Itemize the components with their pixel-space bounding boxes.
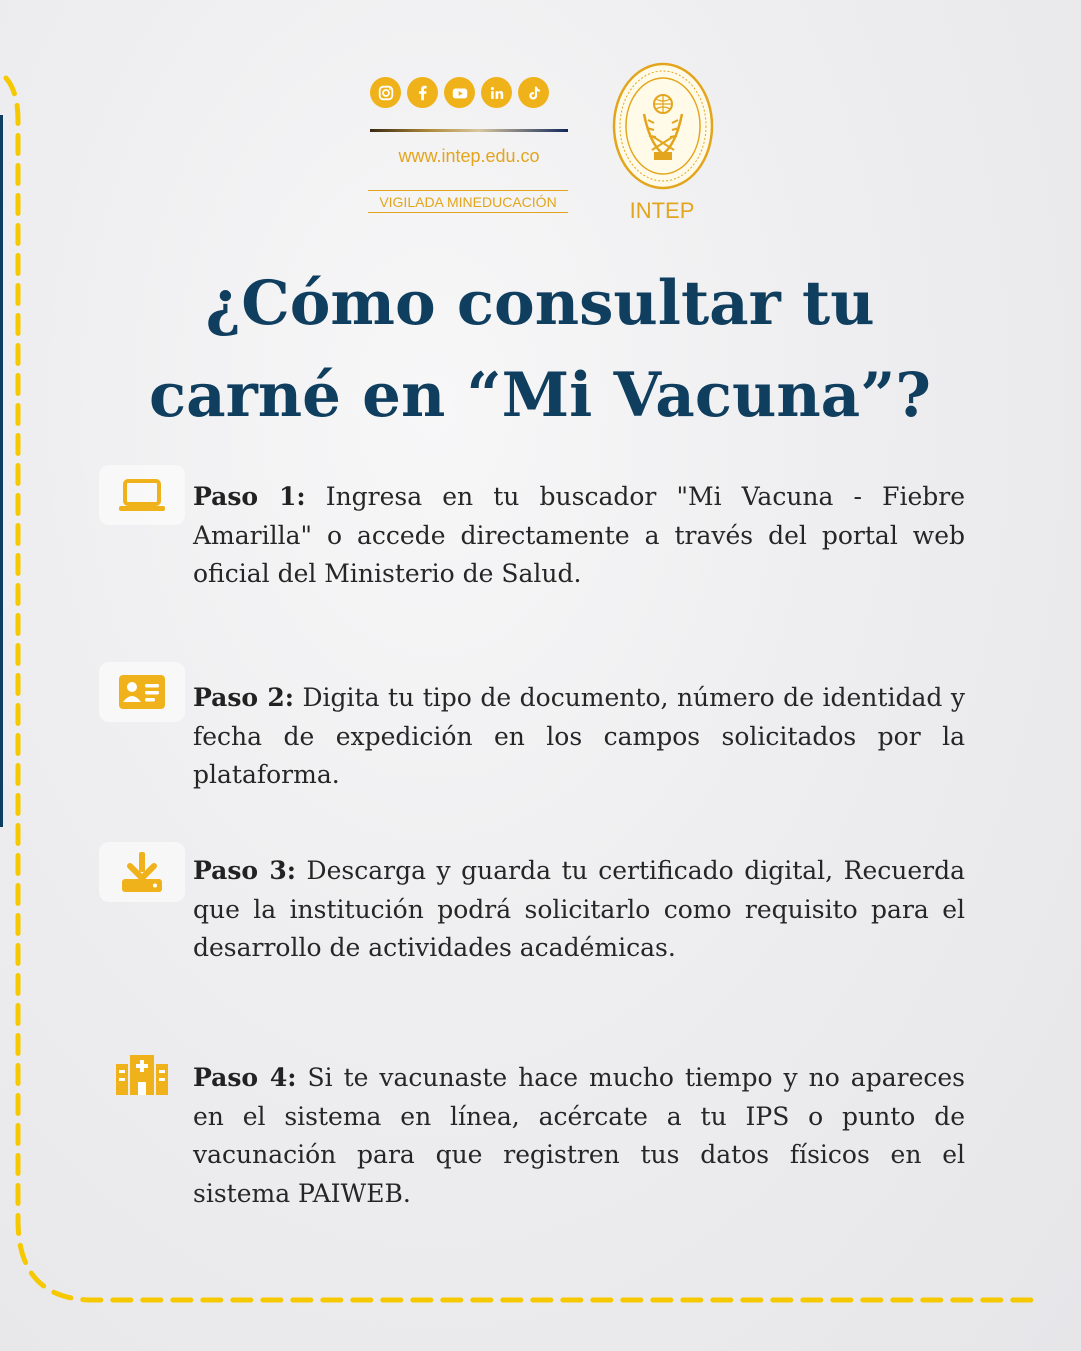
vigilada-bottom-line [368,212,568,213]
step-3 [193,852,965,968]
tiktok-icon[interactable] [518,77,549,108]
step-2-text: Digita tu tipo de documento, número de identidad y fecha de expedición en los campos solicitados por la plataforma. [193,683,966,789]
instagram-icon[interactable] [370,77,401,108]
step-2-label: Paso 2: [193,683,294,712]
linkedin-icon[interactable] [481,77,512,108]
step-4-label: Paso 4: [193,1063,297,1092]
step-2 [193,679,965,795]
step-4-icon-box [99,1044,185,1104]
step-4-text: Si te vacunaste hace mucho tiempo y no apareces en el sistema en línea, acércate a tu IPS o punto de vacunación para que registren tus datos físicos en el sistema PAIWEB. [193,1063,965,1208]
intep-seal-logo [612,62,714,190]
step-1-label: Paso 1: [193,482,306,511]
step-4 [193,1059,965,1213]
title-line-1: ¿Cómo consultar tu [205,268,875,339]
vigilada-top-line [368,190,568,191]
page-title [60,258,1020,442]
step-2-icon-box [99,662,185,722]
step-3-text: Descarga y guarda tu certificado digital, Recuerda que la institución podrá solicitarlo como requisito para el desarrollo de actividades académicas. [193,856,966,962]
youtube-icon[interactable] [444,77,475,108]
hospital-icon [113,1052,171,1096]
id-card-icon [116,672,168,712]
download-icon [118,849,166,895]
vigilada-text: VIGILADA MINEDUCACIÓN [379,194,557,210]
header [0,0,1081,240]
step-1-icon-box [99,465,185,525]
title-line-2: carné en “Mi Vacuna”? [148,360,932,431]
facebook-icon[interactable] [407,77,438,108]
website-link[interactable]: www.intep.edu.co [398,146,540,166]
header-divider [370,129,568,132]
step-3-label: Paso 3: [193,856,296,885]
step-1 [193,478,965,594]
social-icons [370,77,549,108]
intep-logo-text: INTEP [629,198,695,223]
step-3-icon-box [99,842,185,902]
step-1-text: Ingresa en tu buscador "Mi Vacuna - Fiebre Amarilla" o accede directamente a través del portal web oficial del Ministerio de Salud. [193,482,965,588]
laptop-icon [114,475,170,515]
